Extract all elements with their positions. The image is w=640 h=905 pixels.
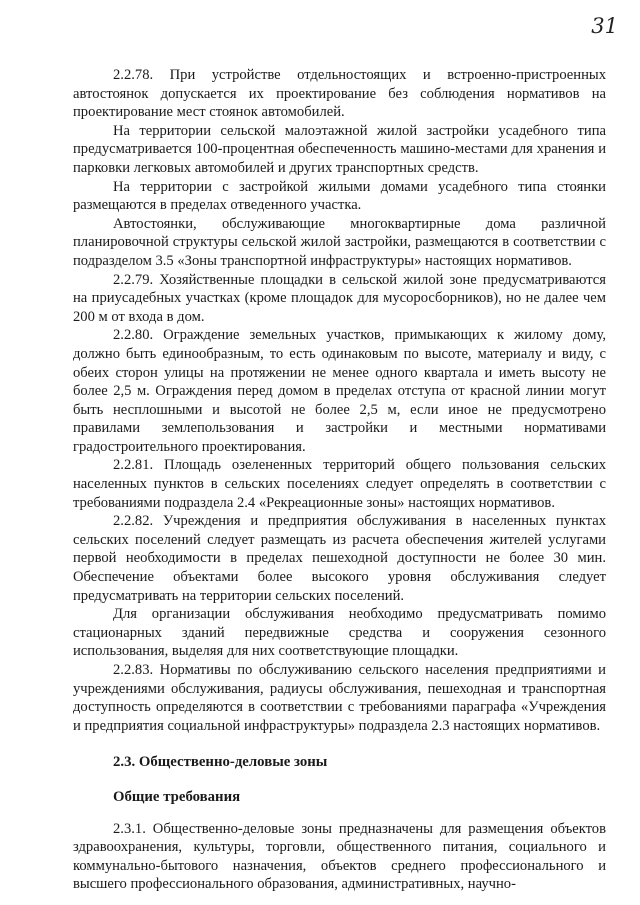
paragraph: 2.2.81. Площадь озелененных территорий общего пользования сельских населенных пунктов в сельских поселениях следует определять в соответствии с требованиями подраздела 2.4 «Рекреационные зоны» настоящих нормативов. xyxy=(73,457,606,511)
paragraph: На территории сельской малоэтажной жилой застройки усадебного типа предусматривается 100-процентная обеспеченность машино-местами для хранения и парковки легковых автомобилей и других транспортных средств. xyxy=(73,122,606,176)
subsection-heading: Общие требования xyxy=(113,788,241,805)
paragraph: 2.2.79. Хозяйственные площадки в сельской жилой зоне предусматриваются на приусадебных участках (кроме площадок для мусоросборников), но не далее чем 200 м от входа в дом. xyxy=(73,271,606,325)
paragraph: 2.3.1. Общественно-деловые зоны предназначены для размещения объектов здравоохранения, культуры, торговли, общественного питания, социального и коммунально-бытового назначения, объектов среднего профессионального и высшего профессионального образования, административных, научно- xyxy=(73,820,606,893)
paragraph: 2.2.80. Ограждение земельных участков, примыкающих к жилому дому, должно быть единообразным, то есть одинаковым по высоте, материалу и виду, с обеих сторон улицы на протяжении не менее одного квартала и иметь высоту не более 2,5 м. Ограждения перед домом в пределах отступа от красной линии могут быть несплошными и высотой не более 2,5 м, если иное не предусмотрено правилами землепользования и застройки и местными нормативами градостроительного проектирования. xyxy=(73,327,606,455)
paragraph: Автостоянки, обслуживающие многоквартирные дома различной планировочной структуры сельской жилой застройки, размещаются в соответствии с подразделом 3.5 «Зоны транспортной инфраструктуры» настоящих нормативов. xyxy=(73,215,606,269)
paragraph: 2.2.83. Нормативы по обслуживанию сельского населения предприятиями и учреждениями обслуживания, радиусы обслуживания, пешеходная и транспортная доступность определяются в соответствии с требованиями параграфа «Учреждения и предприятия социальной инфраструктуры» подраздела 2.3 настоящих нормативов. xyxy=(73,662,606,734)
page-number: 31 xyxy=(591,14,618,38)
document-body xyxy=(73,66,606,894)
section-heading: 2.3. Общественно-деловые зоны xyxy=(113,754,328,771)
paragraph: Для организации обслуживания необходимо предусматривать помимо стационарных зданий передвижные средства и сооружения сезонного использования, выделяя для них соответствующие площадки. xyxy=(73,606,606,660)
paragraph: 2.2.78. При устройстве отдельностоящих и встроенно-пристроенных автостоянок допускается их проектирование без соблюдения нормативов на проектирование мест стоянок автомобилей. xyxy=(73,67,606,121)
paragraph: На территории с застройкой жилыми домами усадебного типа стоянки размещаются в пределах отведенного участка. xyxy=(73,178,606,214)
paragraph: 2.2.82. Учреждения и предприятия обслуживания в населенных пунктах сельских поселений следует размещать из расчета обеспечения жителей услугами первой необходимости в пределах пешеходной доступности не более 30 мин. Обеспечение объектами более высокого уровня обслуживания следует предусматривать на территории сельских поселений. xyxy=(73,513,606,604)
